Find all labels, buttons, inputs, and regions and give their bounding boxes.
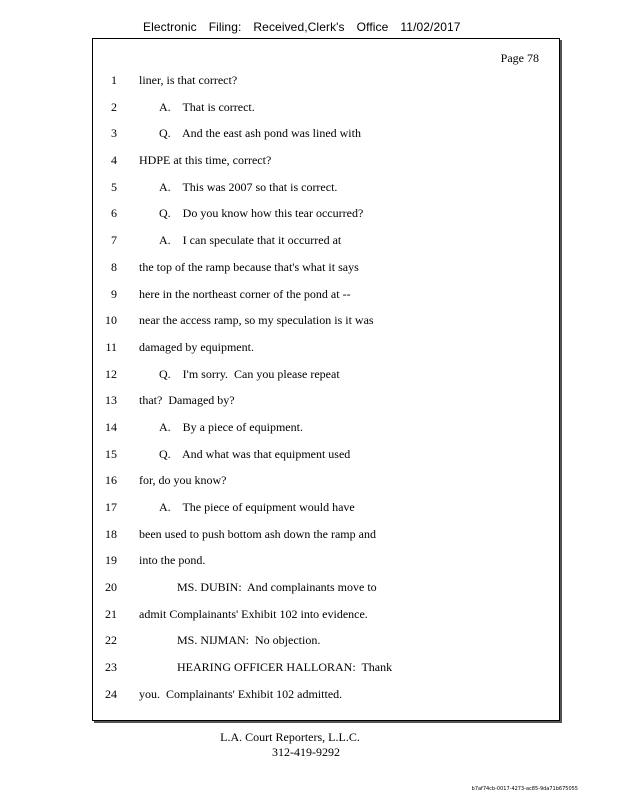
line-number: 1 [111,73,117,87]
transcript-line [93,229,559,256]
line-text: Q. And what was that equipment used [159,446,351,461]
line-number: 10 [105,313,117,328]
line-number: 14 [105,419,117,434]
transcript-line [93,523,559,550]
transcript-line [93,576,559,603]
line-number: 6 [111,206,117,221]
line-text: Q. I'm sorry. Can you please repeat [159,366,340,381]
line-text: the top of the ramp because that's what it says [139,259,359,274]
footer-phone: 312-419-9292 [272,745,340,759]
transcript-line [93,656,559,683]
line-number: 8 [111,259,117,274]
line-number: 9 [111,286,117,301]
transcript-line [93,202,559,229]
line-number: 15 [105,446,117,461]
line-number: 21 [105,606,117,621]
transcript-page [92,38,560,721]
line-text: A. By a piece of equipment. [159,419,303,434]
transcript-line [93,603,559,630]
transcript-line [93,149,559,176]
line-text: been used to push bottom ash down the ramp and [139,526,376,541]
line-text: MS. DUBIN: And complainants move to [177,580,377,595]
line-number: 16 [105,473,117,488]
line-number: 11 [105,339,117,354]
filing-date: 11/02/2017 [400,20,461,34]
line-number: 3 [111,126,117,141]
line-number: 2 [111,99,117,114]
line-text: damaged by equipment. [139,339,254,354]
line-text: into the pond. [139,553,206,568]
line-text: admit Complainants' Exhibit 102 into evidence. [139,606,368,621]
transcript-line [93,122,559,149]
filing-header-word4: Office [356,20,389,34]
line-number: 12 [105,366,117,381]
line-text: HEARING OFFICER HALLORAN: Thank [177,660,393,675]
transcript-line [93,629,559,656]
line-text: A. That is correct. [159,99,255,114]
line-text: here in the northeast corner of the pond at -- [139,286,351,301]
line-number: 18 [105,526,117,541]
line-number: 17 [105,500,117,514]
footer-company: L.A. Court Reporters, L.L.C. [220,730,360,744]
transcript-line [93,469,559,496]
filing-header-word3: Received,Clerk's [253,20,345,34]
transcript-line [93,389,559,416]
line-text: near the access ramp, so my speculation is it was [139,313,374,328]
line-text: Q. Do you know how this tear occurred? [159,206,364,221]
transcript-line [93,309,559,336]
line-text: that? Damaged by? [139,393,235,408]
filing-header [143,20,473,34]
footer [0,730,618,760]
transcript-line [93,496,559,523]
line-text: liner, is that correct? [139,73,238,87]
line-number: 19 [105,553,117,568]
transcript-line [93,336,559,363]
line-number: 4 [111,153,117,168]
line-number: 5 [111,179,117,194]
transcript-line [93,176,559,203]
line-text: you. Complainants' Exhibit 102 admitted. [139,686,343,701]
line-number: 24 [105,686,117,701]
document-id: b7af74cb-0017-4273-ac85-9da71b675055 [471,786,578,792]
transcript-line [93,69,559,96]
transcript-line [93,283,559,310]
line-text: A. I can speculate that it occurred at [159,233,342,248]
line-text: HDPE at this time, correct? [139,153,272,168]
line-number: 20 [105,580,117,595]
filing-header-word2: Filing: [208,20,242,34]
line-text: MS. NIJMAN: No objection. [177,633,321,648]
line-text: for, do you know? [139,473,227,488]
transcript-line [93,549,559,576]
transcript-line [93,683,559,710]
line-text: Q. And the east ash pond was lined with [159,126,361,141]
line-number: 22 [105,633,117,648]
transcript-line [93,256,559,283]
line-number: 7 [111,233,117,248]
line-number: 23 [105,660,117,675]
transcript-lines [93,69,559,710]
filing-header-word1: Electronic [143,20,197,34]
line-text: A. The piece of equipment would have [159,500,355,514]
transcript-line [93,96,559,123]
page-number: Page 78 [500,51,539,65]
transcript-line [93,443,559,470]
line-text: A. This was 2007 so that is correct. [159,179,338,194]
line-number: 13 [105,393,117,408]
transcript-line [93,363,559,390]
transcript-line [93,416,559,443]
